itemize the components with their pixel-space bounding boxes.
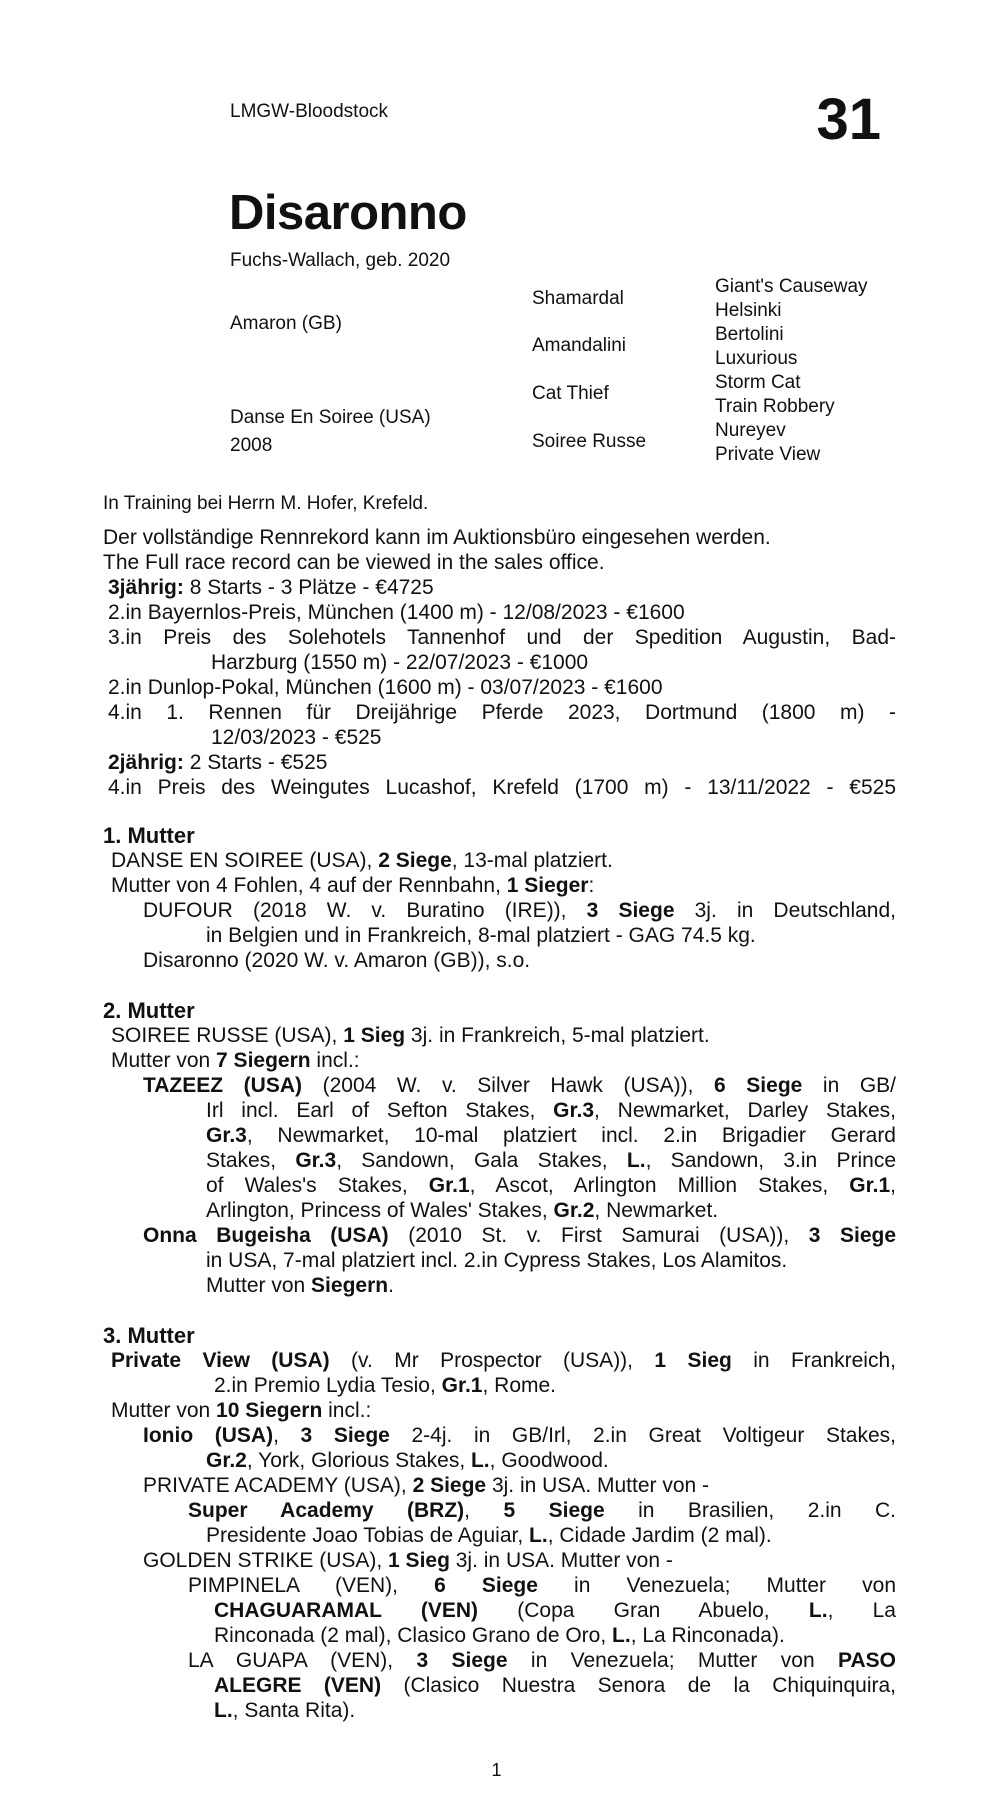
pedigree-grandparent: Shamardal bbox=[532, 288, 624, 309]
pedigree-great-grandparent: Giant's Causeway bbox=[715, 276, 868, 297]
dam3-grand-offspring-cont: L., Santa Rita). bbox=[214, 1699, 356, 1722]
dam2-offspring-cont: Mutter von Siegern. bbox=[206, 1274, 394, 1297]
dam3-offspring: GOLDEN STRIKE (USA), 1 Sieg 3j. in USA. Mutter von - bbox=[143, 1549, 673, 1572]
dam2-offspring-cont: Stakes, Gr.3, Sandown, Gala Stakes, L., Sandown, 3.in Prince bbox=[206, 1149, 897, 1172]
dam2-offspring-cont: Arlington, Princess of Wales' Stakes, Gr.2, Newmarket. bbox=[206, 1199, 719, 1222]
dam3-offspring: PRIVATE ACADEMY (USA), 2 Siege 3j. in USA. Mutter von - bbox=[143, 1474, 710, 1497]
dam3-line: Mutter von 10 Siegern incl.: bbox=[111, 1399, 372, 1422]
dam2-section bbox=[103, 998, 896, 1298]
dam3-grand-offspring: LA GUAPA (VEN), 3 Siege in Venezuela; Mutter von PASO bbox=[188, 1649, 896, 1672]
dam2-offspring-cont: in USA, 7-mal platziert incl. 2.in Cypress Stakes, Los Alamitos. bbox=[206, 1249, 788, 1272]
dam1-offspring: Disaronno (2020 W. v. Amaron (GB)), s.o. bbox=[143, 949, 531, 972]
race-result-cont: 12/03/2023 - €525 bbox=[211, 726, 382, 749]
page-number: 1 bbox=[491, 1760, 502, 1780]
pedigree-grandparent: Soiree Russe bbox=[532, 431, 647, 452]
pedigree-grandparent: Cat Thief bbox=[532, 383, 609, 404]
dam1-line: Mutter von 4 Fohlen, 4 auf der Rennbahn, 1 Sieger: bbox=[111, 874, 595, 897]
dam1-offspring-cont: in Belgien und in Frankreich, 8-mal platziert - GAG 74.5 kg. bbox=[206, 924, 756, 947]
dam3-heading: 3. Mutter bbox=[103, 1323, 195, 1348]
age2-label: 2jährig: bbox=[108, 751, 184, 774]
dam3-section bbox=[103, 1323, 896, 1723]
dam3-offspring-cont: Gr.2, York, Glorious Stakes, L., Goodwood. bbox=[206, 1449, 609, 1472]
horse-name: Disaronno bbox=[229, 186, 467, 240]
dam3-grand-offspring-cont: CHAGUARAMAL (VEN) (Copa Gran Abuelo, L., La bbox=[214, 1599, 896, 1622]
dam2-line: Mutter von 7 Siegern incl.: bbox=[111, 1049, 360, 1072]
age3-summary: 3jährig: 8 Starts - 3 Plätze - €4725 bbox=[108, 576, 434, 599]
age3-label: 3jährig: bbox=[108, 576, 184, 599]
dam1-heading: 1. Mutter bbox=[103, 823, 195, 848]
pedigree-great-grandparent: Nureyev bbox=[715, 420, 786, 441]
dam3-grand-offspring-cont: Presidente Joao Tobias de Aguiar, L., Cidade Jardim (2 mal). bbox=[206, 1524, 772, 1547]
pedigree-great-grandparent: Storm Cat bbox=[715, 372, 801, 393]
dam1-section bbox=[103, 823, 896, 973]
dam2-offspring-cont: Gr.3, Newmarket, 10-mal platziert incl. 2.in Brigadier Gerard bbox=[206, 1124, 896, 1147]
dam3-line-cont: 2.in Premio Lydia Tesio, Gr.1, Rome. bbox=[214, 1374, 557, 1397]
race-record bbox=[103, 525, 896, 800]
dam3-line: Private View (USA) (v. Mr Prospector (USA)), 1 Sieg in Frankreich, bbox=[111, 1349, 896, 1372]
record-note-en: The Full race record can be viewed in the sales office. bbox=[103, 551, 605, 574]
age2-summary: 2jährig: 2 Starts - €525 bbox=[108, 751, 328, 774]
record-note-de: Der vollständige Rennrekord kann im Auktionsbüro eingesehen werden. bbox=[103, 526, 771, 549]
race-result: 4.in 1. Rennen für Dreijährige Pferde 2023, Dortmund (1800 m) - bbox=[108, 701, 896, 724]
race-result-cont: Harzburg (1550 m) - 22/07/2023 - €1000 bbox=[211, 651, 589, 674]
dam1-line: DANSE EN SOIREE (USA), 2 Siege, 13-mal platziert. bbox=[111, 849, 613, 872]
consignor-name: LMGW-Bloodstock bbox=[230, 101, 389, 122]
pedigree-sire: Amaron (GB) bbox=[230, 313, 342, 334]
pedigree-great-grandparent: Helsinki bbox=[715, 300, 782, 321]
pedigree-great-grandparent: Luxurious bbox=[715, 348, 798, 369]
pedigree-grandparent: Amandalini bbox=[532, 335, 626, 356]
dam2-line: SOIREE RUSSE (USA), 1 Sieg 3j. in Frankreich, 5-mal platziert. bbox=[111, 1024, 710, 1047]
dam2-offspring: TAZEEZ (USA) (2004 W. v. Silver Hawk (USA)), 6 Siege in GB/ bbox=[143, 1074, 896, 1097]
race-result: 2.in Dunlop-Pokal, München (1600 m) - 03/07/2023 - €1600 bbox=[108, 676, 663, 699]
dam3-offspring: Ionio (USA), 3 Siege 2-4j. in GB/Irl, 2.in Great Voltigeur Stakes, bbox=[143, 1424, 896, 1447]
pedigree-dam: Danse En Soiree (USA) bbox=[230, 407, 431, 428]
training-note: In Training bei Herrn M. Hofer, Krefeld. bbox=[103, 493, 429, 514]
race-result: 4.in Preis des Weingutes Lucashof, Krefeld (1700 m) - 13/11/2022 - €525 bbox=[108, 776, 896, 799]
pedigree-great-grandparent: Bertolini bbox=[715, 324, 784, 345]
dam3-grand-offspring: Super Academy (BRZ), 5 Siege in Brasilien, 2.in C. bbox=[188, 1499, 896, 1522]
pedigree-great-grandparent: Private View bbox=[715, 444, 821, 465]
dam2-heading: 2. Mutter bbox=[103, 998, 195, 1023]
dam2-offspring: Onna Bugeisha (USA) (2010 St. v. First Samurai (USA)), 3 Siege bbox=[143, 1224, 897, 1247]
dam2-offspring-cont: Irl incl. Earl of Sefton Stakes, Gr.3, Newmarket, Darley Stakes, bbox=[206, 1099, 896, 1122]
dam3-grand-offspring-cont: Rinconada (2 mal), Clasico Grano de Oro, L., La Rinconada). bbox=[214, 1624, 785, 1647]
horse-description: Fuchs-Wallach, geb. 2020 bbox=[230, 250, 451, 271]
pedigree-dam-year: 2008 bbox=[230, 435, 273, 456]
dam1-offspring: DUFOUR (2018 W. v. Buratino (IRE)), 3 Siege 3j. in Deutschland, bbox=[143, 899, 896, 922]
dam3-grand-offspring-cont: ALEGRE (VEN) (Clasico Nuestra Senora de la Chiquinquira, bbox=[214, 1674, 896, 1697]
dam3-grand-offspring: PIMPINELA (VEN), 6 Siege in Venezuela; Mutter von bbox=[188, 1574, 896, 1597]
lot-number: 31 bbox=[816, 87, 881, 152]
dam2-offspring-cont: of Wales's Stakes, Gr.1, Ascot, Arlington Million Stakes, Gr.1, bbox=[206, 1174, 896, 1197]
race-result: 3.in Preis des Solehotels Tannenhof und der Spedition Augustin, Bad- bbox=[108, 626, 896, 649]
pedigree-great-grandparent: Train Robbery bbox=[715, 396, 835, 417]
race-result: 2.in Bayernlos-Preis, München (1400 m) - 12/08/2023 - €1600 bbox=[108, 601, 685, 624]
